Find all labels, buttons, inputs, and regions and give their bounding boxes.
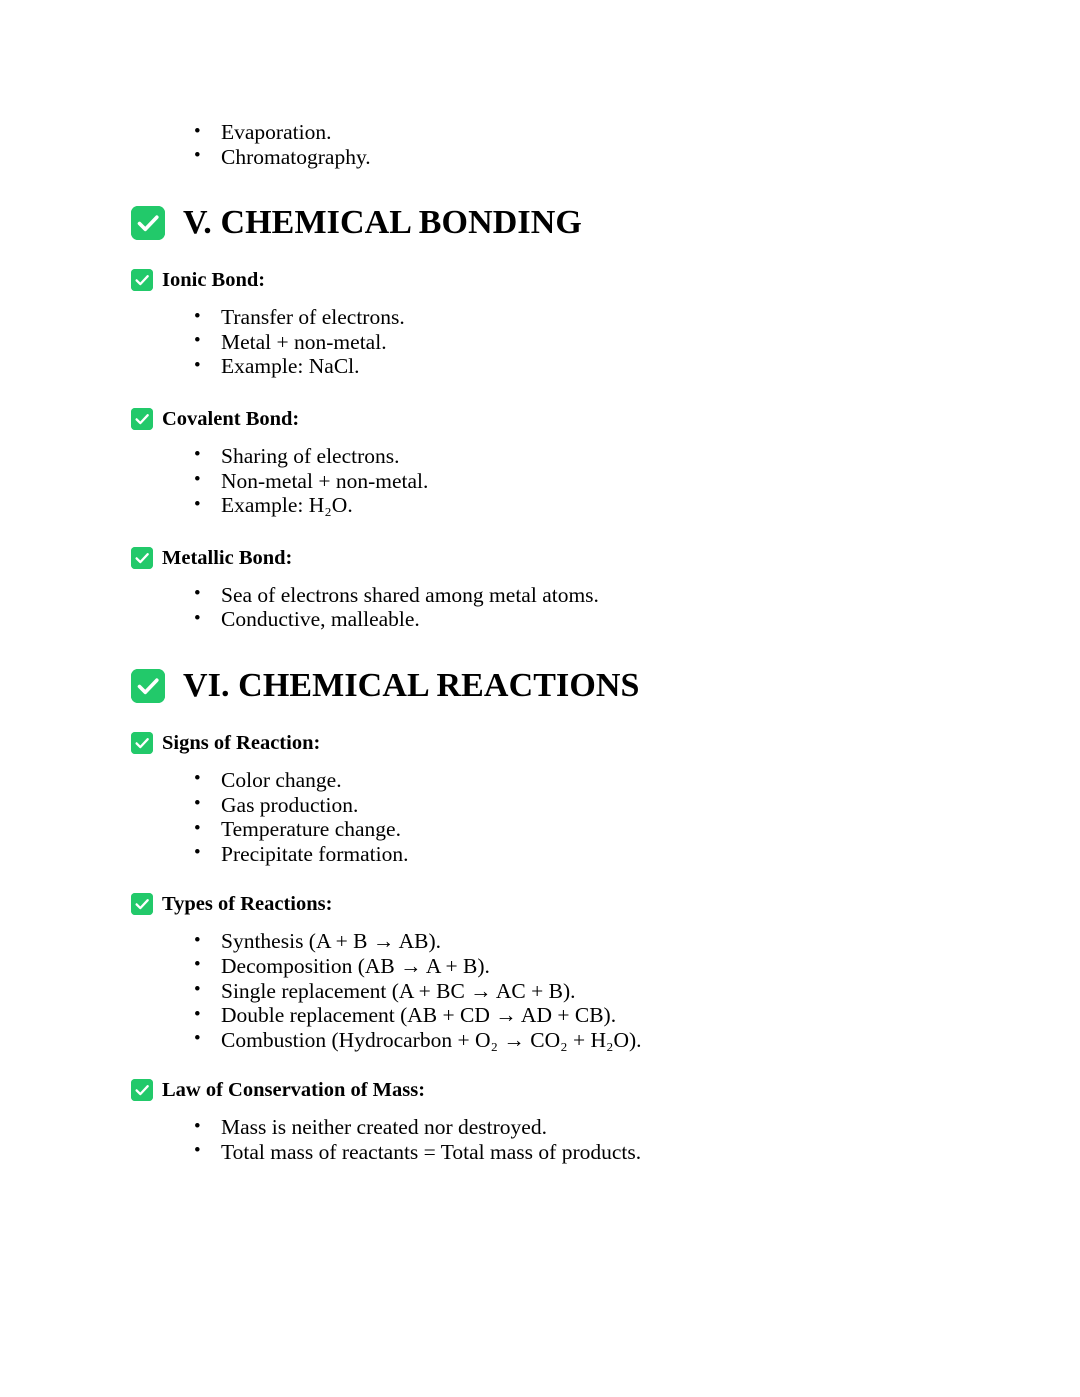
list-item: • Evaporation. [194,120,960,145]
bullet-list-metallic-bond [131,583,960,632]
list-item: • Non-metal + non-metal. [194,469,960,494]
list-item: • Conductive, malleable. [194,607,960,632]
subsection-types-of-reactions [131,893,960,1052]
green-check-box-icon [131,269,153,291]
list-item: • Synthesis (A + B → AB). [194,929,960,954]
list-item: • Mass is neither created nor destroyed. [194,1115,960,1140]
section-heading-text: V. CHEMICAL BONDING [183,204,582,242]
subsection-law-of-conservation-of-mass [131,1079,960,1164]
section-chemical-bonding [131,206,960,632]
list-item: • Sharing of electrons. [194,444,960,469]
green-check-box-icon [131,893,153,915]
subsection-heading-signs-of-reaction [131,732,960,754]
bullet-list-signs-of-reaction [131,768,960,866]
list-item: • Combustion (Hydrocarbon + O₂ → CO₂ + H₂O). [194,1028,960,1053]
subsection-heading-law-of-conservation-of-mass [131,1079,960,1101]
subsection-heading-ionic-bond [131,269,960,291]
list-item: • Sea of electrons shared among metal atoms. [194,583,960,608]
list-item: • Chromatography. [194,145,960,170]
list-item: • Decomposition (AB → A + B). [194,954,960,979]
section-chemical-reactions [131,666,960,1165]
list-item: • Transfer of electrons. [194,305,960,330]
subsection-heading-text: Covalent Bond: [162,407,300,430]
green-check-box-icon [131,1079,153,1101]
bullet-list-continuation [131,120,960,169]
subsection-signs-of-reaction [131,732,960,866]
list-item: • Temperature change. [194,817,960,842]
section-heading-text: VI. CHEMICAL REACTIONS [183,666,640,704]
list-item: • Metal + non-metal. [194,330,960,355]
subsection-heading-text: Signs of Reaction: [162,731,321,754]
bullet-list-law-of-conservation-of-mass [131,1115,960,1164]
list-item: • Example: H₂O. [194,493,960,518]
subsection-ionic-bond [131,269,960,379]
green-check-box-icon [131,547,153,569]
subsection-heading-text: Law of Conservation of Mass: [162,1079,426,1102]
bullet-list-types-of-reactions [131,929,960,1052]
subsection-metallic-bond [131,547,960,632]
green-check-box-icon [131,669,165,703]
subsection-heading-text: Metallic Bond: [162,546,293,569]
subsection-heading-types-of-reactions [131,893,960,915]
list-item: • Total mass of reactants = Total mass of products. [194,1140,960,1165]
list-item: • Gas production. [194,793,960,818]
subsection-heading-metallic-bond [131,547,960,569]
list-item: • Single replacement (A + BC → AC + B). [194,979,960,1004]
list-item: • Color change. [194,768,960,793]
list-item: • Example: NaCl. [194,354,960,379]
list-item: • Precipitate formation. [194,842,960,867]
subsection-heading-text: Ionic Bond: [162,268,266,291]
list-item: • Double replacement (AB + CD → AD + CB). [194,1003,960,1028]
section-heading-chemical-bonding [131,206,960,240]
section-heading-chemical-reactions [131,666,960,704]
bullet-list-ionic-bond [131,305,960,379]
subsection-heading-covalent-bond [131,408,960,430]
subsection-covalent-bond [131,408,960,518]
bullet-list-covalent-bond [131,444,960,518]
green-check-box-icon [131,732,153,754]
green-check-box-icon [131,408,153,430]
subsection-heading-text: Types of Reactions: [162,893,333,916]
green-check-box-icon [131,206,165,240]
